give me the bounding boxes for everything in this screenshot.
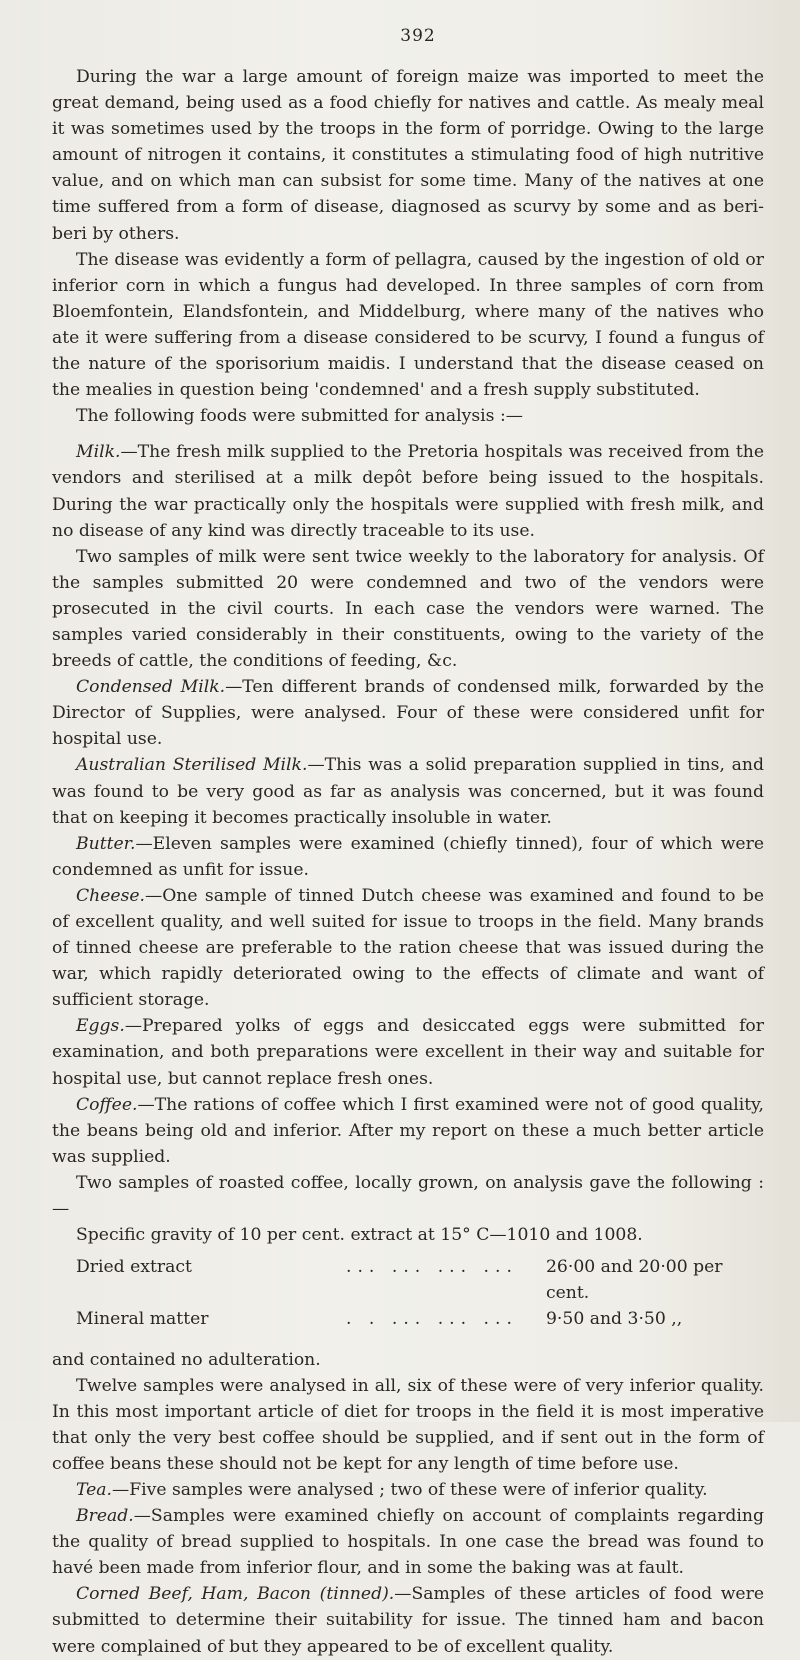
paragraph-sterilised-milk: Australian Sterilised Milk.—This was a solid preparation supplied in tins, and was found to be very good as far as analysis was concerned, but it was found that on keeping it becomes practically insoluble in water. bbox=[52, 755, 764, 828]
section-head-corned-beef: Corned Beef, Ham, Bacon (tinned). bbox=[76, 1584, 395, 1605]
section-head-eggs: Eggs. bbox=[76, 1016, 125, 1037]
table-value: 26·00 and 20·00 per cent. bbox=[546, 1257, 723, 1304]
table-value: 9·50 and 3·50 ,, bbox=[546, 1309, 683, 1330]
analysis-table bbox=[76, 1254, 764, 1332]
paragraph-maize: During the war a large amount of foreign maize was imported to meet the great demand, being used as a food chiefly for natives and cattle. As mealy meal it was sometimes used by the troops in the form of porridge. Owing to the large amount of nitrogen it contains, it constitutes a stimulating food of high nutritive value, and on which man can subsist for some time. Many of the natives at one time suffered from a form of disease, diagnosed as scurvy by some and as beri-beri by others. bbox=[52, 67, 764, 244]
table-label: Mineral matter bbox=[76, 1309, 209, 1330]
paragraph-tea: Tea.—Five samples were analysed ; two of these were of inferior quality. bbox=[76, 1479, 708, 1500]
table-label: Dried extract bbox=[76, 1257, 192, 1278]
paragraph-cheese: Cheese.—One sample of tinned Dutch cheese was examined and found to be of excellent quality, and well suited for issue to troops in the field. Many brands of tinned cheese are preferable to the ration cheese that was issued during the war, which rapidly deteriorated owing to the effects of climate and want of sufficient storage. bbox=[52, 885, 764, 1011]
table-row bbox=[76, 1306, 764, 1332]
paragraph-specific-gravity: Specific gravity of 10 per cent. extract at 15° C—1010 and 1008. bbox=[76, 1225, 643, 1246]
paragraph-corned-beef: Corned Beef, Ham, Bacon (tinned).—Samples of these articles of food were submitted to determine their suitability for issue. The tinned ham and bacon were complained of but they appeared to be of excellent quality. bbox=[52, 1584, 764, 1657]
paragraph-foods-intro: The following foods were submitted for analysis :— bbox=[76, 406, 523, 427]
paragraph-bread: Bread.—Samples were examined chiefly on account of complaints regarding the quality of bread supplied to hospitals. In one case the bread was found to havé been made from inferior flour, and in some the baking was at fault. bbox=[52, 1506, 764, 1579]
section-head-condensed-milk: Condensed Milk. bbox=[76, 677, 226, 698]
section-head-tea: Tea. bbox=[76, 1479, 113, 1500]
paragraph-no-adulteration: and contained no adulteration. bbox=[52, 1349, 321, 1370]
table-row bbox=[76, 1254, 764, 1306]
paragraph-pellagra: The disease was evidently a form of pellagra, caused by the ingestion of old or inferior corn in which a fungus had developed. In three samples of corn from Bloemfontein, Elandsfontein, and Middelburg, where many of the natives who ate it were suffering from a disease considered to be scurvy, I found a fungus of the nature of the sporisorium maidis. I understand that the disease ceased on the mealies in question being 'condemned' and a fresh supply substituted. bbox=[52, 249, 764, 401]
section-head-cheese: Cheese. bbox=[76, 885, 146, 906]
paragraph-milk: Milk.—The fresh milk supplied to the Pretoria hospitals was received from the vendors and sterilised at a milk depôt before being issued to the hospitals. During the war practically only the hospitals were supplied with fresh milk, and no disease of any kind was directly traceable to its use. bbox=[52, 442, 764, 541]
table-leader-dots: . . ... ... ... bbox=[346, 1309, 518, 1330]
section-head-sterilised-milk: Australian Sterilised Milk. bbox=[76, 755, 308, 776]
section-head-butter: Butter. bbox=[76, 833, 136, 854]
section-head-milk: Milk. bbox=[76, 442, 121, 463]
table-leader-dots: ... ... ... ... bbox=[346, 1257, 518, 1278]
section-head-coffee: Coffee. bbox=[76, 1094, 138, 1115]
paragraph-roasted-coffee: Two samples of roasted coffee, locally grown, on analysis gave the following :— bbox=[52, 1172, 764, 1220]
paragraph-coffee: Coffee.—The rations of coffee which I first examined were not of good quality, the beans being old and inferior. After my report on these a much better article was supplied. bbox=[52, 1094, 764, 1167]
paragraph-eggs: Eggs.—Prepared yolks of eggs and desiccated eggs were submitted for examination, and both preparations were excellent in their way and suitable for hospital use, but cannot replace fresh ones. bbox=[52, 1016, 764, 1089]
paragraph-butter: Butter.—Eleven samples were examined (chiefly tinned), four of which were condemned as unfit for issue. bbox=[52, 833, 764, 880]
paragraph-condensed-milk: Condensed Milk.—Ten different brands of condensed milk, forwarded by the Director of Supplies, were analysed. Four of these were considered unfit for hospital use. bbox=[52, 677, 764, 750]
page-number: 392 bbox=[400, 26, 436, 46]
section-head-bread: Bread. bbox=[76, 1506, 134, 1527]
paragraph-twelve-samples: Twelve samples were analysed in all, six of these were of very inferior quality. In this most important article of diet for troops in the field it is most imperative that only the very best coffee should be supplied, and if sent out in the form of coffee beans these should not be kept for any length of time before use. bbox=[52, 1375, 764, 1474]
paragraph-milk-samples: Two samples of milk were sent twice weekly to the laboratory for analysis. Of the samples submitted 20 were condemned and two of the vendors were prosecuted in the civil courts. In each case the vendors were warned. The samples varied considerably in their constituents, owing to the variety of the breeds of cattle, the conditions of feeding, &c. bbox=[52, 546, 764, 672]
